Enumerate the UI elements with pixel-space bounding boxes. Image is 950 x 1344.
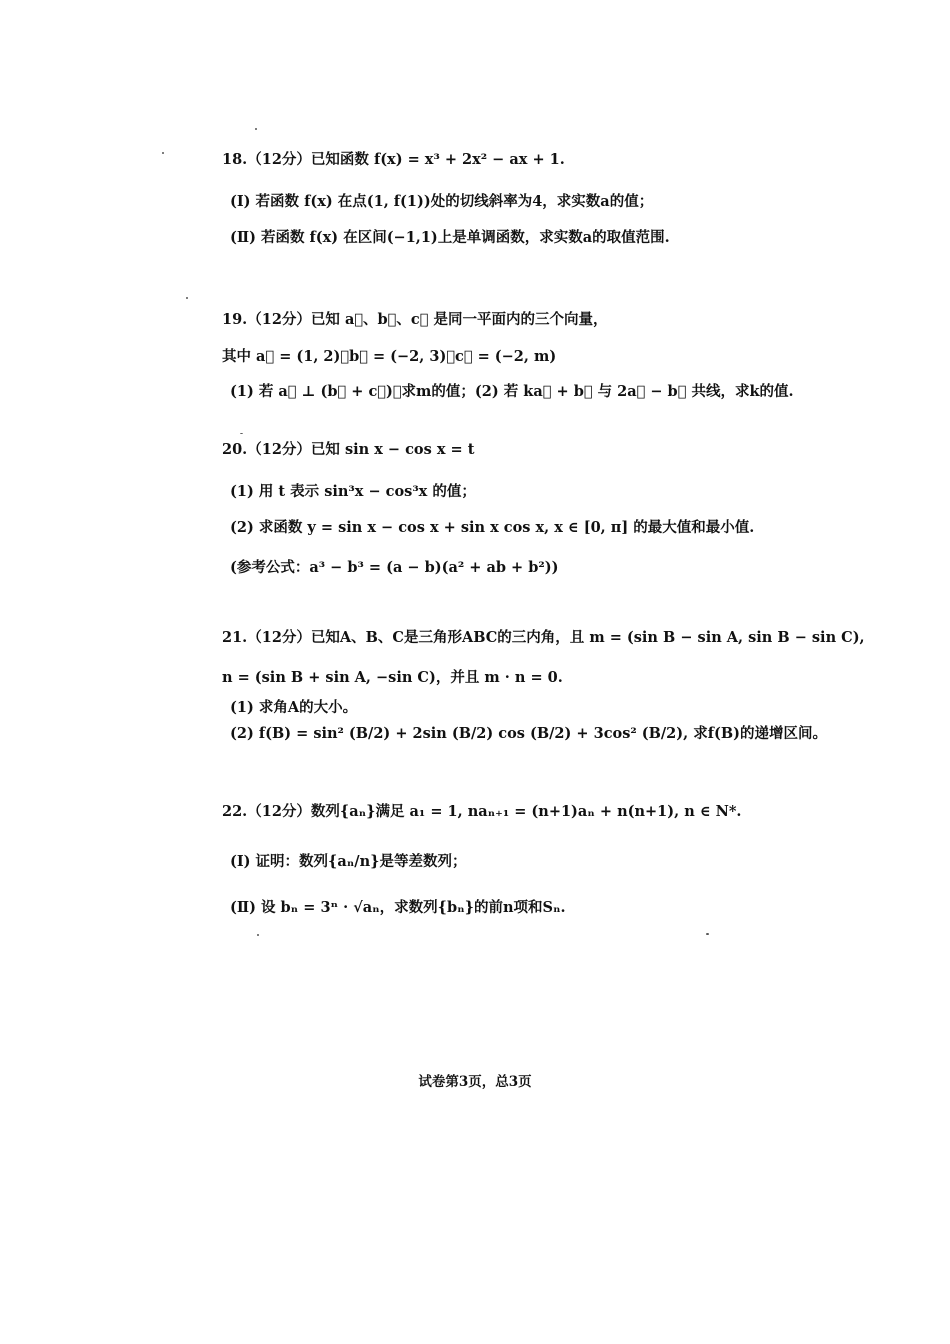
scan-speck	[255, 128, 257, 130]
problem-18-stem: 18.（12分）已知函数 f(x) = x³ + 2x² − ax + 1.	[222, 151, 565, 168]
scan-speck	[257, 934, 259, 936]
problem-20-part-2: (2) 求函数 y = sin x − cos x + sin x cos x, x ∈ [0, π] 的最大值和最小值.	[230, 519, 755, 536]
problem-21-part-1: (1) 求角A的大小。	[230, 699, 358, 716]
page-footer: 试卷第3页，总3页	[418, 1074, 532, 1090]
scan-speck	[162, 152, 164, 154]
problem-21-condition: n = (sin B + sin A, −sin C)，并且 m · n = 0.	[222, 669, 563, 686]
problem-19-stem: 19.（12分）已知 a⃗、b⃗、c⃗ 是同一平面内的三个向量，	[222, 311, 608, 328]
problem-20-stem: 20.（12分）已知 sin x − cos x = t	[222, 441, 475, 458]
problem-19-questions: (1) 若 a⃗ ⊥ (b⃗ + c⃗)，求m的值；(2) 若 ka⃗ + b⃗ 与 2a⃗ − b⃗ 共线，求k的值.	[230, 383, 794, 400]
problem-20-hint: (参考公式：a³ − b³ = (a − b)(a² + ab + b²))	[230, 559, 559, 576]
scan-speck	[706, 933, 709, 935]
problem-22-part-1: (Ⅰ) 证明：数列{aₙ/n}是等差数列；	[230, 853, 467, 870]
problem-22-part-2: (Ⅱ) 设 bₙ = 3ⁿ · √aₙ，求数列{bₙ}的前n项和Sₙ.	[230, 899, 566, 916]
problem-20-part-1: (1) 用 t 表示 sin³x − cos³x 的值；	[230, 483, 476, 500]
problem-18-part-1: (Ⅰ) 若函数 f(x) 在点(1, f(1))处的切线斜率为4，求实数a的值；	[230, 193, 654, 210]
problem-22-stem: 22.（12分）数列{aₙ}满足 a₁ = 1, naₙ₊₁ = (n+1)aₙ + n(n+1), n ∈ N*.	[222, 803, 742, 820]
problem-21-stem: 21.（12分）已知A、B、C是三角形ABC的三内角，且 m = (sin B − sin A, sin B − sin C),	[222, 629, 865, 646]
problem-18-part-2: (Ⅱ) 若函数 f(x) 在区间(−1,1)上是单调函数，求实数a的取值范围.	[230, 229, 670, 246]
scan-speck	[186, 297, 188, 299]
problem-19-given: 其中 a⃗ = (1, 2)，b⃗ = (−2, 3)，c⃗ = (−2, m)	[222, 348, 557, 365]
problem-21-part-2: (2) f(B) = sin² (B/2) + 2sin (B/2) cos (B/2) + 3cos² (B/2), 求f(B)的递增区间。	[230, 725, 827, 742]
scan-speck	[240, 433, 243, 434]
